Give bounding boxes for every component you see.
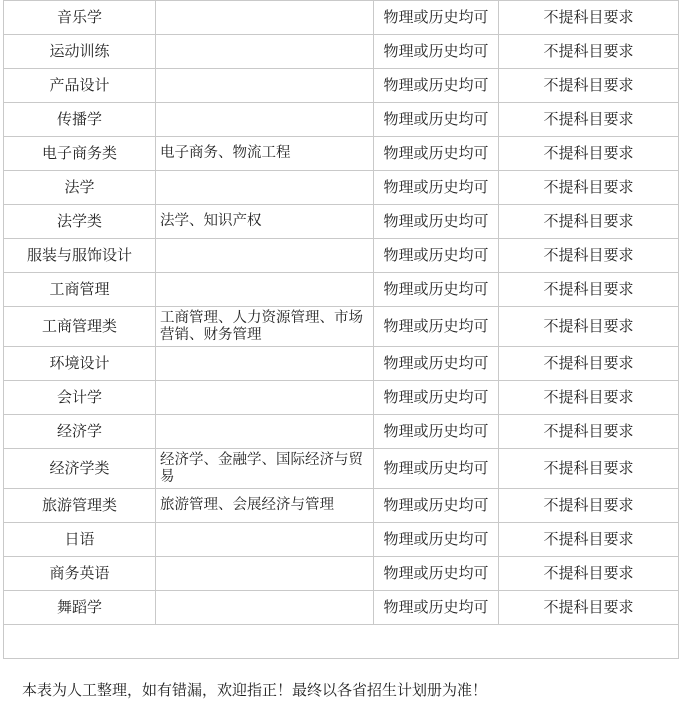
- table-row: [4, 35, 679, 69]
- subject-requirement: 物理或历史均可: [374, 273, 499, 307]
- footer-note: 本表为人工整理，如有错漏，欢迎指正！最终以各省招生计划册为准！: [22, 681, 488, 699]
- table-row: [4, 137, 679, 171]
- subject-requirement: 物理或历史均可: [374, 1, 499, 35]
- subject-requirement: 物理或历史均可: [374, 35, 499, 69]
- empty-row: [4, 625, 679, 659]
- subject-requirement: 物理或历史均可: [374, 69, 499, 103]
- subject-requirement: 物理或历史均可: [374, 347, 499, 381]
- included-majors: [156, 381, 374, 415]
- table-row: [4, 171, 679, 205]
- table-row: [4, 239, 679, 273]
- elective-requirement: 不提科目要求: [499, 381, 679, 415]
- major-name: 经济学类: [4, 449, 156, 489]
- subject-requirement: 物理或历史均可: [374, 557, 499, 591]
- major-name: 电子商务类: [4, 137, 156, 171]
- table-row: [4, 415, 679, 449]
- included-majors: 旅游管理、会展经济与管理: [156, 489, 374, 523]
- included-majors: [156, 591, 374, 625]
- elective-requirement: 不提科目要求: [499, 347, 679, 381]
- elective-requirement: 不提科目要求: [499, 449, 679, 489]
- table-row: [4, 449, 679, 489]
- elective-requirement: 不提科目要求: [499, 557, 679, 591]
- major-name: 传播学: [4, 103, 156, 137]
- elective-requirement: 不提科目要求: [499, 489, 679, 523]
- included-majors: [156, 415, 374, 449]
- included-majors: [156, 347, 374, 381]
- major-name: 经济学: [4, 415, 156, 449]
- included-majors: 电子商务、物流工程: [156, 137, 374, 171]
- major-name: 工商管理类: [4, 307, 156, 347]
- elective-requirement: 不提科目要求: [499, 307, 679, 347]
- subject-requirement: 物理或历史均可: [374, 591, 499, 625]
- table-row: [4, 69, 679, 103]
- subject-requirement: 物理或历史均可: [374, 171, 499, 205]
- majors-table: [3, 0, 679, 659]
- included-majors: [156, 69, 374, 103]
- major-name: 舞蹈学: [4, 591, 156, 625]
- elective-requirement: 不提科目要求: [499, 35, 679, 69]
- included-majors: [156, 1, 374, 35]
- included-majors: [156, 557, 374, 591]
- elective-requirement: 不提科目要求: [499, 171, 679, 205]
- subject-requirement: 物理或历史均可: [374, 381, 499, 415]
- included-majors: 经济学、金融学、国际经济与贸易: [156, 449, 374, 489]
- subject-requirement: 物理或历史均可: [374, 415, 499, 449]
- table-row: [4, 489, 679, 523]
- major-name: 服装与服饰设计: [4, 239, 156, 273]
- included-majors: [156, 239, 374, 273]
- major-name: 会计学: [4, 381, 156, 415]
- included-majors: [156, 523, 374, 557]
- included-majors: 工商管理、人力资源管理、市场营销、财务管理: [156, 307, 374, 347]
- included-majors: [156, 103, 374, 137]
- major-name: 产品设计: [4, 69, 156, 103]
- subject-requirement: 物理或历史均可: [374, 449, 499, 489]
- major-name: 环境设计: [4, 347, 156, 381]
- empty-cell: [4, 625, 679, 659]
- table-row: [4, 307, 679, 347]
- table-row: [4, 381, 679, 415]
- subject-requirement: 物理或历史均可: [374, 103, 499, 137]
- included-majors: [156, 171, 374, 205]
- subject-requirement: 物理或历史均可: [374, 137, 499, 171]
- elective-requirement: 不提科目要求: [499, 591, 679, 625]
- elective-requirement: 不提科目要求: [499, 523, 679, 557]
- elective-requirement: 不提科目要求: [499, 1, 679, 35]
- included-majors: [156, 35, 374, 69]
- subject-requirement: 物理或历史均可: [374, 489, 499, 523]
- elective-requirement: 不提科目要求: [499, 205, 679, 239]
- major-name: 法学类: [4, 205, 156, 239]
- elective-requirement: 不提科目要求: [499, 137, 679, 171]
- table-row: [4, 273, 679, 307]
- subject-requirement: 物理或历史均可: [374, 239, 499, 273]
- major-name: 音乐学: [4, 1, 156, 35]
- included-majors: 法学、知识产权: [156, 205, 374, 239]
- subject-requirement: 物理或历史均可: [374, 307, 499, 347]
- table-row: [4, 347, 679, 381]
- subject-requirement: 物理或历史均可: [374, 523, 499, 557]
- table-row: [4, 557, 679, 591]
- major-name: 日语: [4, 523, 156, 557]
- subject-requirement: 物理或历史均可: [374, 205, 499, 239]
- major-name: 法学: [4, 171, 156, 205]
- table-row: [4, 1, 679, 35]
- elective-requirement: 不提科目要求: [499, 273, 679, 307]
- elective-requirement: 不提科目要求: [499, 103, 679, 137]
- major-name: 商务英语: [4, 557, 156, 591]
- majors-table-container: [3, 0, 678, 659]
- major-name: 旅游管理类: [4, 489, 156, 523]
- major-name: 工商管理: [4, 273, 156, 307]
- major-name: 运动训练: [4, 35, 156, 69]
- elective-requirement: 不提科目要求: [499, 69, 679, 103]
- table-row: [4, 103, 679, 137]
- included-majors: [156, 273, 374, 307]
- table-row: [4, 523, 679, 557]
- elective-requirement: 不提科目要求: [499, 415, 679, 449]
- table-row: [4, 591, 679, 625]
- elective-requirement: 不提科目要求: [499, 239, 679, 273]
- table-row: [4, 205, 679, 239]
